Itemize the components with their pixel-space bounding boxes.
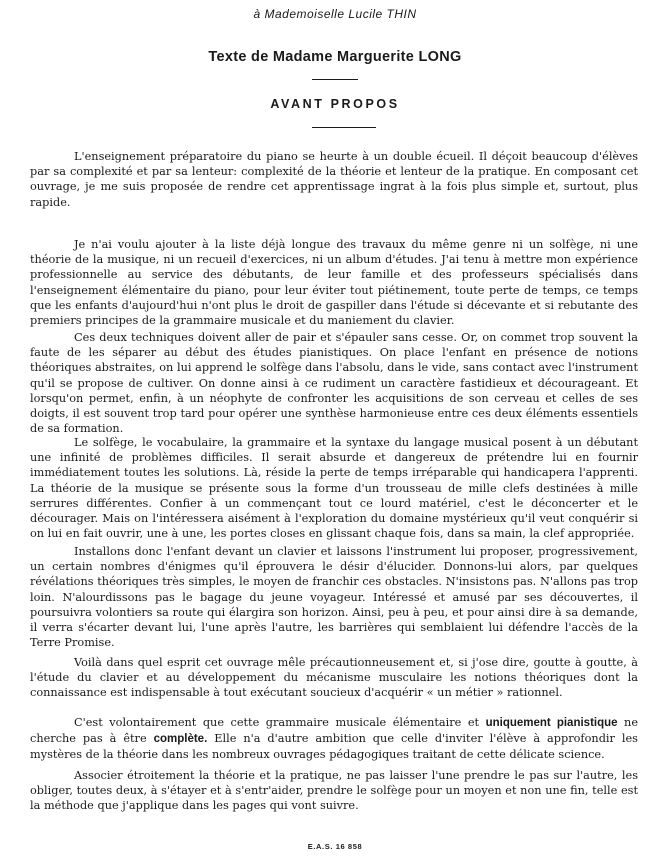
paragraph-6: Voilà dans quel esprit cet ouvrage mêle précautionneusement et, si j'ose dire, goutte à goutte, à l'étude du clavier et au développement du mécanisme musculaire les notions théoriques dont la connaissance est indispensable à tout exécutant soucieux d'acquérir « un métier » rationnel.	[30, 656, 638, 700]
divider-top	[312, 79, 358, 80]
paragraph-7-text-d: Elle n'a d'autre ambition que celle d'inviter l'élève à approfondir les mystères de la théorie dans les nombreux ouvrages pédagogiques traitant de cette délicate science.	[30, 732, 638, 762]
paragraph-1: L'enseignement préparatoire du piano se heurte à un double écueil. Il déçoit beaucoup d'élèves par sa complexité et par sa lenteur: complexité de la théorie et lenteur de la pratique. En composant cet ouvrage, je me suis proposée de rendre cet apprentissage ingrat à la fois plus simple et, surtout, plus rapide.	[30, 150, 638, 209]
dedication: à Mademoiselle Lucile THIN	[253, 7, 417, 21]
emphasis-complete: complète.	[153, 733, 208, 746]
emphasis-pianistique: uniquement pianistique	[485, 717, 618, 729]
paragraph-7	[30, 715, 638, 763]
paragraph-2: Je n'ai voulu ajouter à la liste déjà longue des travaux du même genre ni un solfège, ni une théorie de la musique, ni un recueil d'exercices, ni un album d'études. J'ai tenu à mettre mon expérience professionnelle au service des débutants, de leur famille et des professeurs spécialisés dans l'enseignement élémentaire du piano, pour leur éviter tout piétinement, toute perte de temps, ce temps que les enfants d'aujourd'hui n'ont plus le droit de gaspiller dans l'étude si décevante et si rebutante des premiers principes de la grammaire musicale et du maniement du clavier.	[30, 238, 638, 328]
divider-heading	[312, 127, 376, 128]
author-line: Texte de Madame Marguerite LONG	[208, 49, 462, 65]
plate-number: E.A.S. 16 858	[307, 842, 363, 851]
paragraph-7-text-c: ne cherche pas à être	[30, 716, 638, 746]
paragraph-7-text-a: C'est volontairement que cette grammaire musicale élémentaire et	[74, 716, 486, 729]
page-heading: AVANT PROPOS	[270, 97, 400, 111]
paragraph-4: Le solfège, le vocabulaire, la grammaire et la syntaxe du langage musical posent à un débutant une infinité de problèmes difficiles. Il serait absurde et dangereux de prétendre lui en fournir immédiatement toutes les solutions. Là, réside la perte de temps irréparable qui handicapera l'apprenti. La théorie de la musique se présente sous la forme d'un trousseau de mille clefs destinées à mille serrures différentes. Confier à un commençant tout ce lourd matériel, c'est le déconcerter et le décourager. Mais on l'intéressera aisément à l'exploration du domaine mystérieux qu'il veut conquérir si on lui en fait ouvrir, une à une, les portes closes en glissant chaque fois, dans sa main, la clef appropriée.	[30, 436, 638, 541]
paragraph-3: Ces deux techniques doivent aller de pair et s'épauler sans cesse. Or, on commet trop souvent la faute de les séparer au début des études pianistiques. On place l'enfant en présence de notions théoriques abstraites, on lui apprend le solfège dans l'absolu, dans le vide, sans contact avec l'instrument qu'il se propose de cultiver. On donne ainsi à ce rudiment un caractère fastidieux et décourageant. Et lorsqu'on permet, enfin, à un néophyte de confronter les acquisitions de son cerveau et celles de ses doigts, il est souvent trop tard pour opérer une synthèse harmonieuse entre ces deux éléments essentiels de sa formation.	[30, 331, 638, 436]
paragraph-8: Associer étroitement la théorie et la pratique, ne pas laisser l'une prendre le pas sur l'autre, les obliger, toutes deux, à s'étayer et à s'entr'aider, prendre le solfège pour un moyen et non une fin, telle est la méthode que j'applique dans les pages qui vont suivre.	[30, 769, 638, 813]
paragraph-5: Installons donc l'enfant devant un clavier et laissons l'instrument lui proposer, progressivement, un certain nombres d'énigmes qu'il éprouvera le désir d'élucider. Donnons-lui alors, par quelques révélations théoriques très simples, le moyen de franchir ces obstacles. N'insistons pas. N'allons pas trop loin. N'alourdissons pas le bagage du jeune voyageur. Intéressé et amusé par ses découvertes, il poursuivra volontiers sa route qui élargira son horizon. Ainsi, peu à peu, et pour ainsi dire à sa demande, il verra s'écarter devant lui, l'une après l'autre, les barrières qui semblaient lui défendre l'accès de la Terre Promise.	[30, 545, 638, 650]
